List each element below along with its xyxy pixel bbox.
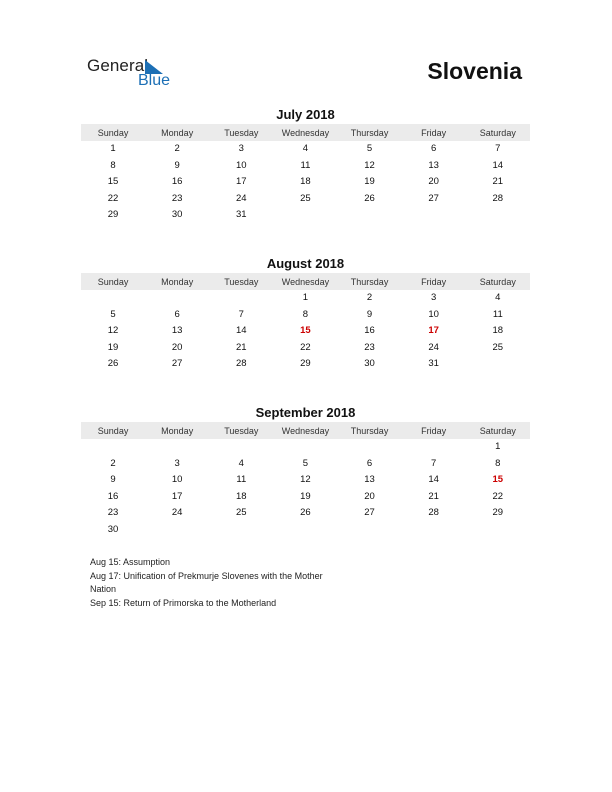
day-cell: 20 [171, 341, 183, 353]
day-cell: 19 [300, 490, 311, 502]
day-cell: 29 [300, 358, 311, 370]
day-cell: 26 [107, 358, 119, 370]
day-cell: 31 [428, 358, 439, 370]
weekday-header [81, 273, 530, 290]
day-cell: 12 [107, 325, 119, 337]
day-cell: 28 [492, 192, 504, 204]
day-cell: 5 [366, 143, 373, 154]
day-cell: 2 [174, 143, 180, 154]
day-cell: 29 [107, 209, 119, 221]
day-cell: 25 [492, 341, 504, 353]
weekday-label: Friday [421, 276, 447, 287]
weekday-label: Monday [161, 276, 194, 287]
day-grid [81, 439, 530, 539]
day-cell: 23 [171, 192, 183, 204]
day-cell: 18 [300, 176, 311, 188]
empty-cell [273, 207, 337, 224]
empty-cell [209, 290, 273, 307]
day-cell: 14 [428, 474, 439, 486]
day-cell: 8 [302, 308, 309, 320]
empty-cell [209, 522, 273, 539]
logo-blue-text: Blue [138, 72, 171, 89]
day-cell: 28 [428, 507, 439, 519]
weekday-label: Tuesday [224, 276, 259, 287]
day-cell: 3 [431, 292, 437, 303]
month-title: August 2018 [266, 256, 345, 271]
month-july [81, 107, 530, 224]
day-cell: 3 [238, 143, 244, 154]
empty-cell [402, 207, 466, 224]
day-cell: 10 [428, 308, 439, 320]
day-cell: 11 [236, 474, 247, 486]
day-cell: 17 [171, 490, 183, 502]
day-cell: 16 [364, 325, 375, 337]
empty-cell [209, 439, 273, 456]
day-cell: 21 [428, 490, 439, 502]
day-cell: 30 [364, 358, 375, 370]
month-title: September 2018 [255, 405, 356, 420]
day-cell: 17 [428, 325, 439, 337]
day-cell: 12 [300, 474, 311, 486]
day-cell: 22 [300, 341, 311, 353]
day-cell: 1 [495, 441, 501, 452]
weekday-header [81, 124, 530, 141]
day-cell: 19 [107, 341, 119, 353]
day-cell: 18 [236, 490, 247, 502]
day-cell: 10 [236, 159, 247, 171]
day-cell: 11 [300, 159, 311, 171]
weekday-label: Sunday [97, 276, 129, 287]
empty-cell [402, 522, 466, 539]
day-cell: 10 [171, 474, 183, 486]
day-cell: 24 [171, 507, 183, 519]
day-cell: 8 [110, 159, 116, 171]
day-cell: 17 [236, 176, 247, 188]
day-cell: 25 [300, 192, 311, 204]
day-cell: 3 [174, 457, 180, 469]
weekday-label: Wednesday [281, 425, 330, 436]
weekday-header [81, 422, 530, 439]
weekday-label: Thursday [350, 127, 389, 138]
day-cell: 22 [492, 490, 504, 502]
month-september [81, 405, 530, 539]
day-cell: 13 [428, 159, 439, 171]
day-cell: 24 [236, 192, 247, 204]
day-cell: 1 [302, 292, 309, 303]
weekday-label: Sunday [97, 127, 129, 138]
empty-cell [338, 439, 402, 456]
empty-cell [273, 522, 337, 539]
empty-cell [145, 290, 209, 307]
day-cell: 30 [171, 209, 183, 221]
empty-cell [338, 522, 402, 539]
day-cell: 26 [300, 507, 311, 519]
logo-general-text: General [87, 56, 149, 75]
day-cell: 27 [428, 192, 439, 204]
day-cell: 16 [107, 490, 119, 502]
day-cell: 21 [492, 176, 504, 188]
day-cell: 28 [236, 358, 247, 370]
holiday-note: Aug 15: Assumption [90, 557, 171, 567]
day-cell: 4 [302, 143, 309, 154]
weekday-label: Saturday [479, 276, 516, 287]
day-cell: 4 [495, 292, 501, 303]
holiday-note: Aug 17: Unification of Prekmurje Slovenes with the Mother Nation [90, 570, 323, 595]
weekday-label: Tuesday [224, 127, 259, 138]
day-cell: 16 [171, 176, 183, 188]
empty-cell [466, 522, 530, 539]
day-cell: 2 [366, 292, 373, 303]
country-title: Slovenia [427, 58, 522, 84]
day-cell: 25 [236, 507, 247, 519]
empty-cell [273, 439, 337, 456]
weekday-label: Friday [421, 425, 447, 436]
weekday-label: Wednesday [281, 127, 330, 138]
day-cell: 23 [364, 341, 375, 353]
weekday-label: Wednesday [281, 276, 330, 287]
day-cell: 15 [300, 325, 311, 337]
day-cell: 15 [492, 474, 504, 486]
holiday-note: Sep 15: Return of Primorska to the Motherland [90, 598, 277, 609]
weekday-label: Saturday [479, 425, 516, 436]
day-cell: 14 [492, 159, 504, 171]
day-cell: 7 [495, 143, 501, 154]
generalblue-logo [87, 56, 187, 92]
day-cell: 15 [107, 176, 119, 188]
day-cell: 4 [238, 457, 244, 469]
day-cell: 26 [364, 192, 375, 204]
day-cell: 14 [236, 325, 247, 337]
day-cell: 30 [107, 523, 119, 535]
empty-cell [145, 439, 209, 456]
day-cell: 1 [110, 143, 116, 154]
day-cell: 7 [238, 308, 244, 320]
day-cell: 20 [428, 176, 439, 188]
empty-cell [81, 439, 145, 456]
day-cell: 20 [364, 490, 375, 502]
weekday-label: Thursday [350, 425, 389, 436]
weekday-label: Tuesday [224, 425, 259, 436]
weekday-label: Monday [161, 425, 194, 436]
day-cell: 31 [236, 209, 247, 221]
day-cell: 9 [174, 159, 180, 171]
day-cell: 29 [492, 507, 504, 519]
holiday-notes [90, 556, 350, 611]
empty-cell [466, 356, 530, 373]
empty-cell [145, 522, 209, 539]
day-cell: 18 [492, 325, 504, 337]
weekday-label: Friday [421, 127, 447, 138]
day-cell: 19 [364, 176, 375, 188]
empty-cell [402, 439, 466, 456]
day-cell: 27 [171, 358, 183, 370]
weekday-label: Saturday [479, 127, 516, 138]
day-cell: 5 [302, 457, 309, 469]
day-cell: 21 [236, 341, 247, 353]
day-cell: 13 [364, 474, 375, 486]
day-cell: 22 [107, 192, 119, 204]
weekday-label: Thursday [350, 276, 389, 287]
empty-cell [338, 207, 402, 224]
day-cell: 23 [107, 507, 119, 519]
day-cell: 11 [492, 308, 503, 320]
day-cell: 9 [366, 308, 373, 320]
day-cell: 7 [431, 457, 437, 469]
day-cell: 2 [110, 457, 116, 469]
day-cell: 27 [364, 507, 375, 519]
empty-cell [81, 290, 145, 307]
day-grid [81, 290, 530, 373]
month-title: July 2018 [276, 107, 335, 122]
day-cell: 6 [431, 143, 437, 154]
month-august [81, 256, 530, 373]
day-cell: 5 [110, 308, 116, 320]
day-cell: 12 [364, 159, 375, 171]
empty-cell [466, 207, 530, 224]
weekday-label: Sunday [97, 425, 129, 436]
day-cell: 6 [366, 457, 373, 469]
weekday-label: Monday [161, 127, 194, 138]
day-grid [81, 141, 530, 224]
day-cell: 9 [110, 474, 116, 486]
day-cell: 6 [174, 308, 180, 320]
day-cell: 8 [495, 457, 501, 469]
day-cell: 13 [171, 325, 183, 337]
day-cell: 24 [428, 341, 439, 353]
